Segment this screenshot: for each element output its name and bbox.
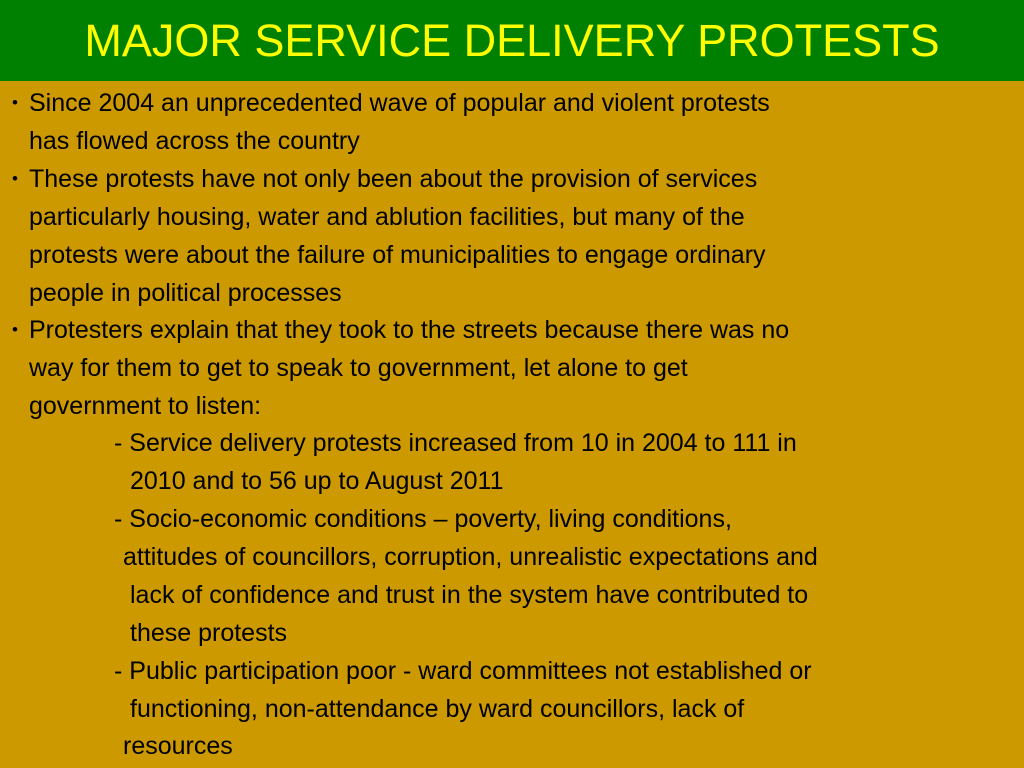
- bullet-marker: •: [12, 93, 18, 112]
- bullet-3-line-3: government to listen:: [29, 392, 262, 420]
- slide-title: MAJOR SERVICE DELIVERY PROTESTS: [84, 15, 940, 66]
- bullet-3-line-1: Protesters explain that they took to the streets because there was no: [29, 316, 790, 344]
- bullet-marker: •: [12, 320, 18, 339]
- bullet-2-line-2: particularly housing, water and ablution facilities, but many of the: [29, 203, 745, 231]
- sub-item-2-line-3: lack of confidence and trust in the system have contributed to: [130, 581, 809, 609]
- bullet-1-line-2: has flowed across the country: [29, 127, 360, 155]
- sub-item-1-line-2: 2010 and to 56 up to August 2011: [130, 467, 504, 495]
- sub-item-2-line-2: attitudes of councillors, corruption, unrealistic expectations and: [123, 543, 818, 571]
- bullet-2-line-1: These protests have not only been about the provision of services: [29, 165, 758, 193]
- sub-item-2-line-4: these protests: [130, 619, 288, 647]
- sub-item-1-line-1: - Service delivery protests increased from 10 in 2004 to 111 in: [114, 429, 797, 457]
- sub-item-3-line-3: resources: [123, 732, 233, 760]
- bullet-2-line-3: protests were about the failure of municipalities to engage ordinary: [29, 241, 766, 269]
- sub-item-3-line-1: - Public participation poor - ward committees not established or: [114, 657, 812, 685]
- sub-item-2-line-1: - Socio-economic conditions – poverty, living conditions,: [114, 505, 732, 533]
- bullet-3-line-2: way for them to get to speak to government, let alone to get: [29, 354, 688, 382]
- bullet-1-line-1: Since 2004 an unprecedented wave of popular and violent protests: [29, 89, 770, 117]
- bullet-marker: •: [12, 169, 18, 188]
- bullet-2-line-4: people in political processes: [29, 279, 342, 307]
- sub-item-3-line-2: functioning, non-attendance by ward councillors, lack of: [130, 695, 745, 723]
